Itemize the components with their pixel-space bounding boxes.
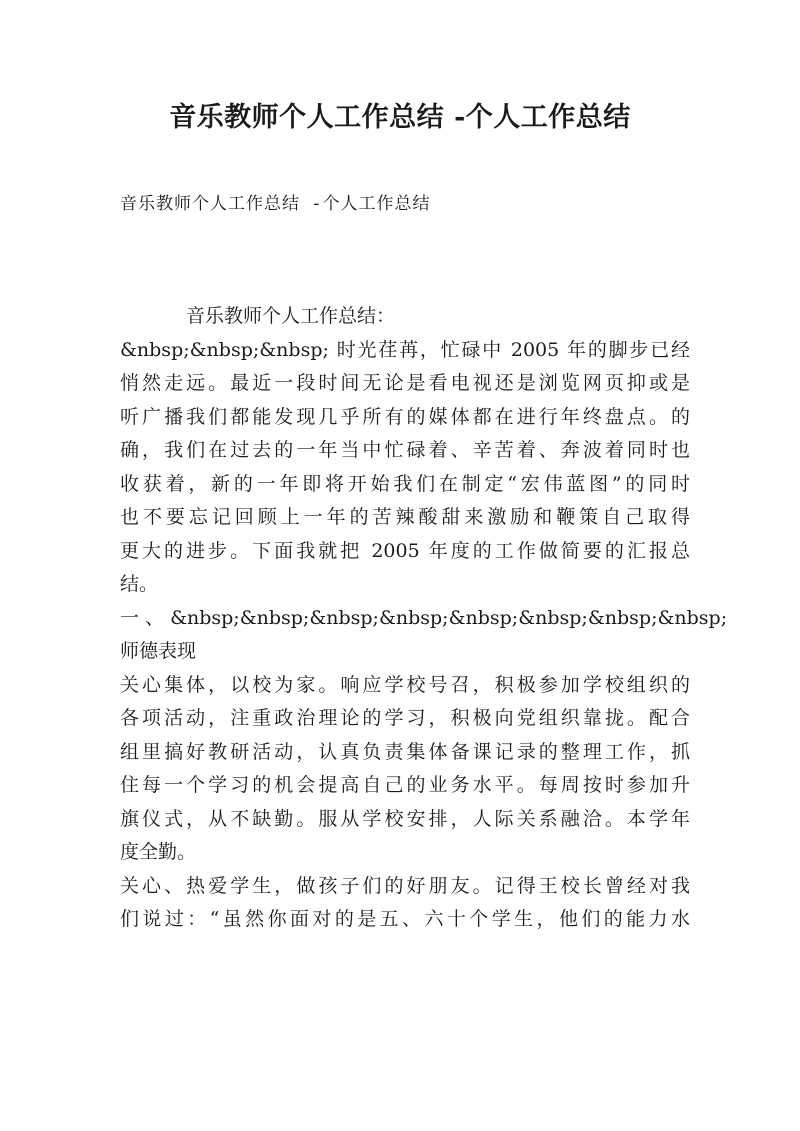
- section-heading: 音乐教师个人工作总结：: [186, 305, 396, 327]
- paragraph-line: 收获着，新的一年即将开始我们在制定“宏伟蓝图”的同时: [120, 472, 690, 495]
- paragraph-line: 各项活动，注重政治理论的学习，积极向党组织靠拢。配合: [120, 707, 690, 729]
- paragraph-line: 组里搞好教研活动，认真负责集体备课记录的整理工作，抓: [120, 740, 690, 763]
- document-title: 音乐教师个人工作总结 -个人工作总结: [169, 102, 631, 133]
- paragraph-line: 们说过：“虽然你面对的是五、六十个学生，他们的能力水: [120, 908, 690, 930]
- section-title-ethics: 师德表现: [120, 640, 197, 662]
- paragraph-line: 一 、 &nbsp;&nbsp;&nbsp;&nbsp;&nbsp;&nbsp;&nbsp;&nbsp;: [120, 606, 728, 629]
- paragraph-line: 也不要忘记回顾上一年的苦辣酸甜来激励和鞭策自己取得: [120, 506, 690, 528]
- paragraph-line: &nbsp;&nbsp;&nbsp; 时光荏苒，忙碌中 2005 年的脚步已经: [120, 338, 690, 361]
- paragraph-line: 住每一个学习的机会提高自己的业务水平。每周按时参加升: [120, 774, 690, 796]
- document-subtitle: 音乐教师个人工作总结 -个人工作总结: [120, 194, 431, 214]
- paragraph-line: 结。: [120, 573, 159, 595]
- paragraph-line: 听广播我们都能发现几乎所有的媒体都在进行年终盘点。的: [120, 405, 690, 428]
- paragraph-line: 度全勤。: [120, 841, 197, 863]
- paragraph-line: 悄然走远。最近一段时间无论是看电视还是浏览网页抑或是: [120, 372, 690, 394]
- paragraph-line: 确，我们在过去的一年当中忙碌着、辛苦着、奔波着同时也: [120, 439, 690, 461]
- paragraph-line: 关心、热爱学生，做孩子们的好朋友。记得王校长曾经对我: [120, 874, 690, 897]
- paragraph-line: 更大的进步。下面我就把 2005 年度的工作做简要的汇报总: [120, 539, 690, 562]
- paragraph-line: 旗仪式，从不缺勤。服从学校安排，人际关系融洽。本学年: [120, 807, 690, 830]
- document-body: [120, 300, 728, 937]
- paragraph-line: 关心集体，以校为家。响应学校号召，积极参加学校组织的: [120, 673, 690, 696]
